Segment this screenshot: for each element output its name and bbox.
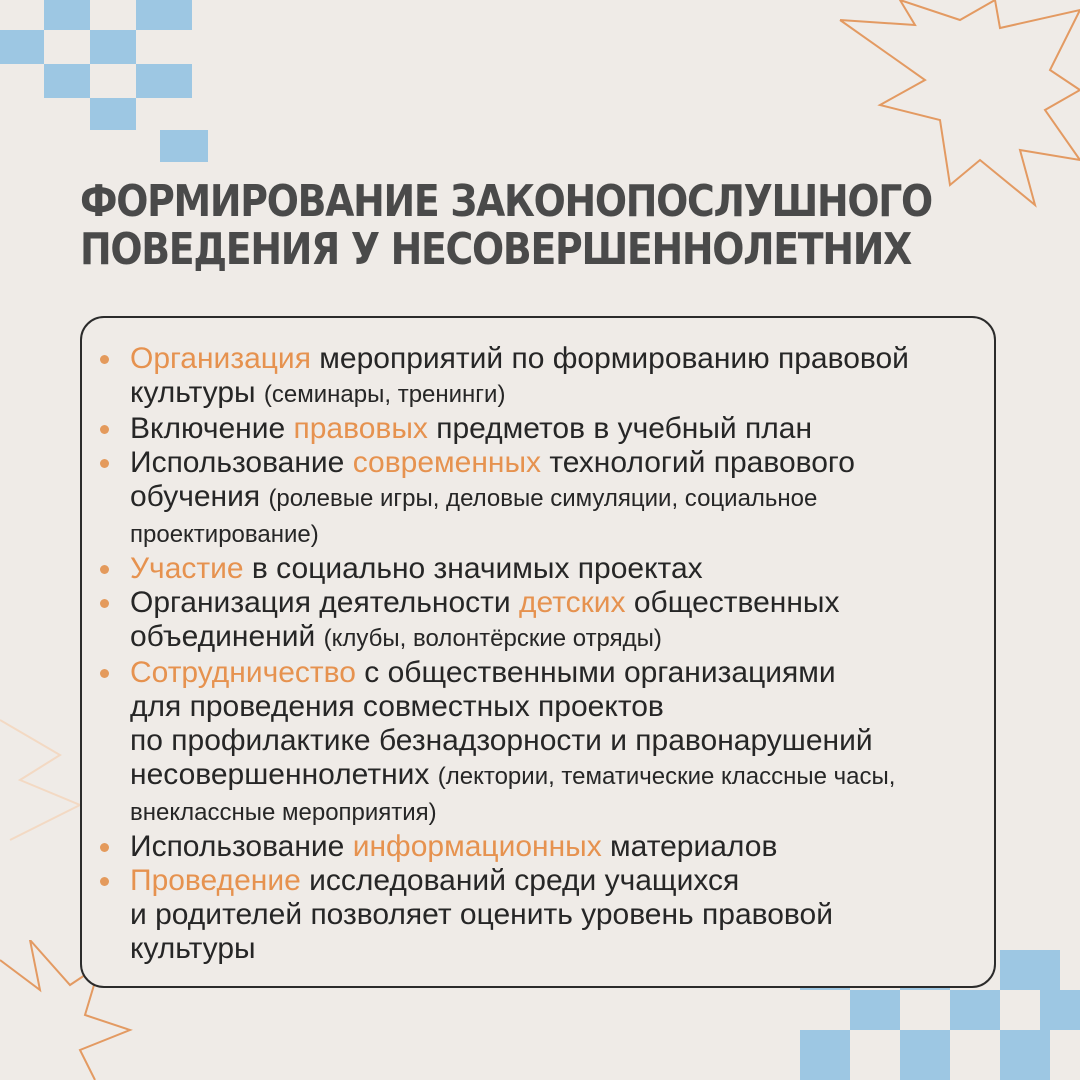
item-text: культуры [130, 376, 264, 409]
accent-word: современных [352, 446, 542, 479]
item-text: общественных [625, 586, 840, 619]
item-text: Использование [130, 830, 353, 863]
bullet-dot [100, 425, 109, 434]
list-item [130, 830, 1000, 864]
title-line-1: ФОРМИРОВАНИЕ ЗАКОНОПОСЛУШНОГО [80, 176, 932, 227]
bullet-dot [100, 877, 109, 886]
item-text: по профилактике безнадзорности и правонарушений [130, 724, 873, 757]
bullet-dot [100, 355, 109, 364]
accent-word: детских [519, 586, 626, 619]
item-text: мероприятий по формированию правовой [310, 342, 909, 375]
item-text: Использование [130, 446, 353, 479]
item-text: обучения [130, 480, 269, 513]
accent-word: информационных [352, 830, 602, 863]
item-note: (лектории, тематические классные часы, внеклассные мероприятия) [130, 763, 896, 826]
item-note: (семинары, тренинги) [263, 381, 506, 408]
item-text: культуры [130, 932, 256, 965]
item-text: предметов в учебный план [427, 412, 813, 445]
bullet-dot [100, 843, 109, 852]
item-text: с общественными организациями [355, 656, 836, 689]
content-card [80, 316, 996, 988]
bullet-dot [100, 459, 109, 468]
item-text: Организация деятельности [130, 586, 520, 619]
bullet-dot [100, 599, 109, 608]
list-item [130, 552, 1000, 586]
item-text: Включение [130, 412, 294, 445]
title-line-2: ПОВЕДЕНИЯ У НЕСОВЕРШЕННОЛЕТНИХ [80, 224, 911, 275]
item-text: объединений [130, 620, 324, 653]
item-text: несовершеннолетних [130, 758, 438, 791]
bullet-dot [100, 565, 109, 574]
list-item [130, 656, 1000, 830]
accent-word: правовых [293, 412, 428, 445]
item-text: в социально значимых проектах [243, 552, 703, 585]
item-text: технологий правового [541, 446, 855, 479]
item-text: материалов [601, 830, 778, 863]
bullet-dot [100, 669, 109, 678]
list-item [130, 412, 1000, 446]
accent-word: Сотрудничество [130, 656, 356, 689]
list-item [130, 586, 1000, 656]
item-note: (ролевые игры, деловые симуляции, социальное проектирование) [130, 485, 818, 548]
list-item [130, 342, 1000, 412]
accent-word: Участие [130, 552, 244, 585]
item-text: для проведения совместных проектов [130, 690, 664, 723]
accent-word: Организация [130, 342, 311, 375]
list-item [130, 864, 1000, 966]
page-title [80, 176, 932, 275]
measures-list [130, 342, 1000, 966]
item-text: и родителей позволяет оценить уровень правовой [130, 898, 833, 931]
item-text: исследований среди учащихся [300, 864, 740, 897]
checker-pattern-top-left [0, 0, 240, 170]
list-item [130, 446, 1000, 552]
item-note: (клубы, волонтёрские отряды) [323, 625, 662, 652]
accent-word: Проведение [130, 864, 301, 897]
